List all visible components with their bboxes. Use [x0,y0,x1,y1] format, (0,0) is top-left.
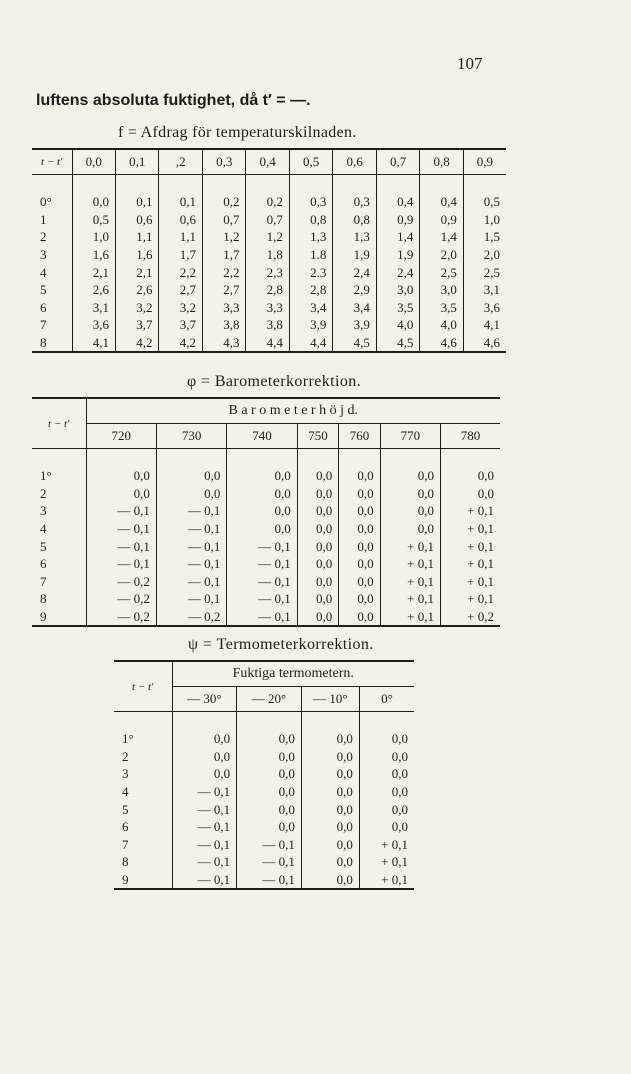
table-cell: 3,1 [72,299,115,317]
table-cell: 0,9 [376,211,419,229]
table-cell: 3,0 [376,281,419,299]
table-cell: + 0,1 [380,537,440,555]
table-row [32,573,500,591]
column-header: 0,0 [72,149,115,175]
row-label: 7 [32,316,72,334]
table-cell: 0,0 [301,783,359,801]
table-cell: 0,0 [380,467,440,485]
table-cell: 4,1 [483,317,500,333]
row-label: 1° [32,467,86,485]
table-cell: — 0,1 [172,853,237,871]
table-cell: 1.8 [289,246,332,264]
table-cell: 4,4 [289,334,332,353]
table-cell: 0,7 [202,211,245,229]
table-cell: 1,4 [376,228,419,246]
table-cell: 3,9 [333,316,376,334]
table-cell: — 0,1 [227,573,297,591]
table-cell: — 0,2 [86,573,156,591]
column-header: — 30° [172,687,237,712]
table-cell: 0,0 [339,555,380,573]
table-cell: — 0,1 [86,537,156,555]
row-label: 1 [32,211,72,229]
table-row [32,502,500,520]
table-cell: + 0,1 [467,538,494,554]
row-label: 0° [32,193,72,211]
table-cell: 4,0 [376,316,419,334]
table-barometer [32,397,500,627]
table-cell: 0,0 [297,520,338,538]
table-cell: 0,0 [156,467,226,485]
table-cell: 4,3 [202,334,245,353]
table-cell: + 0,1 [467,521,494,537]
table-cell: 0,0 [301,836,359,854]
table-cell: 0,1 [159,193,202,211]
table-cell: — 0,1 [237,853,302,871]
table-row [32,590,500,608]
table-cell: 3,2 [159,299,202,317]
table-cell: — 0,2 [156,608,226,627]
table-cell: 0,3 [289,193,332,211]
table-cell: 4,6 [483,335,500,351]
row-label: 4 [114,783,172,801]
table-cell: 0,0 [301,730,359,748]
table-cell: 2,5 [420,263,463,281]
row-label: 9 [114,871,172,890]
table-cell: 0,0 [72,193,115,211]
table-cell: 0,0 [172,748,237,766]
table-cell: 1,8 [246,246,289,264]
table-cell: 0,0 [391,819,408,835]
table-cell: 0,0 [237,818,302,836]
table-cell: 1,6 [72,246,115,264]
column-header: 0,7 [376,149,419,175]
table-cell: — 0,1 [172,818,237,836]
table-cell: — 0,1 [156,502,226,520]
column-header: 720 [86,424,156,449]
column-header: 0,4 [246,149,289,175]
table-cell: 0,0 [237,783,302,801]
table-cell: 0,0 [297,608,338,627]
table-cell: 0,0 [391,766,408,782]
table-row [32,485,500,503]
group-header: Fuktiga termometern. [172,661,414,687]
group-header: B a r o m e t e r h ö j d. [86,398,500,424]
table-cell: 0,0 [297,467,338,485]
table-cell: 0,0 [391,784,408,800]
table-cell: 2,7 [159,281,202,299]
table-cell: 4,5 [376,334,419,353]
table-cell: 0,0 [339,537,380,555]
table-cell: 1,6 [115,246,158,264]
table1-caption: f = Afdrag för temperaturskilnaden. [118,124,357,141]
table-cell: 2,8 [246,281,289,299]
table-cell: + 0,1 [467,573,494,589]
table-cell: + 0,1 [467,503,494,519]
table-cell: 0,0 [237,730,302,748]
table-row [32,193,506,211]
table-cell: + 0,1 [381,854,408,870]
table-cell: 0,0 [297,590,338,608]
table-row [32,555,500,573]
table-cell: 2,1 [115,263,158,281]
table-row [32,316,506,334]
table-row [114,730,414,748]
table-cell: 1,5 [483,229,500,245]
table-cell: 4,2 [115,334,158,353]
column-header: 0,9 [463,149,506,175]
row-label: 4 [32,520,86,538]
table-cell: — 0,1 [156,555,226,573]
table-cell: 1,3 [289,228,332,246]
table-row [32,246,506,264]
table-row [114,765,414,783]
table-cell: 1,1 [115,228,158,246]
column-header: 0,6 [333,149,376,175]
table-cell: 3,5 [376,299,419,317]
table-cell: 4,4 [246,334,289,353]
row-label: 2 [32,485,86,503]
column-header: 770 [380,424,440,449]
table-cell: 0,0 [301,853,359,871]
table-row [114,748,414,766]
table-cell: — 0,1 [156,573,226,591]
table-cell: — 0,1 [227,608,297,627]
table-cell: 1,9 [333,246,376,264]
table-cell: — 0,1 [86,555,156,573]
page-heading: luftens absoluta fuktighet, då t′ = —. [36,92,311,109]
table-cell: 1,9 [376,246,419,264]
row-label: 3 [32,246,72,264]
table-row [32,467,500,485]
table-cell: 3,1 [483,282,500,298]
table-cell: 0,0 [301,818,359,836]
table-cell: 1,4 [420,228,463,246]
table-termometer [114,660,414,890]
table-cell: — 0,1 [86,520,156,538]
table-cell: 1,2 [202,228,245,246]
table-cell: 4,0 [420,316,463,334]
table-cell: 1,1 [159,228,202,246]
table-cell: 0,0 [380,520,440,538]
column-header: 0,3 [202,149,245,175]
table-cell: 2,8 [289,281,332,299]
table-row [32,608,500,627]
table-cell: 1,0 [72,228,115,246]
column-header: ,2 [159,149,202,175]
table-cell: 0,0 [237,765,302,783]
table-cell: 1,7 [159,246,202,264]
row-label: 8 [32,334,72,353]
table-cell: 3,9 [289,316,332,334]
table-cell: 2,7 [202,281,245,299]
page-number: 107 [457,54,483,73]
table-cell: 0,9 [420,211,463,229]
table-row [114,783,414,801]
column-header: 730 [156,424,226,449]
table-row [32,211,506,229]
table-row [114,871,414,890]
table-row [32,228,506,246]
table-cell: 4,5 [333,334,376,353]
table-cell: 0,0 [339,608,380,627]
table-cell: 0,0 [339,590,380,608]
table-cell: 0,4 [420,193,463,211]
table-cell: — 0,2 [86,608,156,627]
table-row [32,281,506,299]
table-cell: 3,4 [289,299,332,317]
table-cell: 3,8 [202,316,245,334]
row-label: 5 [32,281,72,299]
table3-caption: ψ = Termometerkorrektion. [188,636,374,653]
table-cell: — 0,1 [237,871,302,890]
table-cell: 0,0 [301,871,359,890]
table-cell: 1,0 [483,211,500,227]
table-cell: 0,0 [339,520,380,538]
table-cell: 3,7 [159,316,202,334]
row-label: 3 [32,502,86,520]
table-cell: + 0,2 [467,609,494,625]
table-cell: 4,6 [420,334,463,353]
table-cell: 3,8 [246,316,289,334]
row-label: 6 [114,818,172,836]
table-afdrag [32,148,506,353]
table-cell: 3,7 [115,316,158,334]
row-label: 8 [114,853,172,871]
column-header: 0,8 [420,149,463,175]
table-cell: + 0,1 [380,590,440,608]
table-cell: 0,0 [297,537,338,555]
table-cell: 0,0 [297,485,338,503]
table-cell: + 0,1 [381,872,408,888]
table-cell: — 0,1 [227,590,297,608]
table-cell: 2,0 [483,247,500,263]
table-cell: — 0,1 [172,783,237,801]
table-cell: 0,0 [297,555,338,573]
table-cell: 3,2 [115,299,158,317]
table-cell: — 0,2 [86,590,156,608]
column-header: 0,5 [289,149,332,175]
table-cell: 0,0 [339,485,380,503]
table-cell: 3,3 [246,299,289,317]
table-cell: 0,0 [297,573,338,591]
row-label: 7 [114,836,172,854]
row-label: 8 [32,590,86,608]
table-cell: — 0,1 [156,520,226,538]
table-cell: 2,2 [159,263,202,281]
table-cell: 0,0 [227,467,297,485]
table-row [114,818,414,836]
table-cell: 0,0 [477,485,494,501]
table-cell: 1,3 [333,228,376,246]
table-cell: 0,0 [339,573,380,591]
table-cell: 0,0 [227,520,297,538]
table-cell: 0,8 [289,211,332,229]
row-label: 2 [114,748,172,766]
table-cell: — 0,1 [156,537,226,555]
table-cell: 0,0 [380,502,440,520]
table-cell: 2.3 [289,263,332,281]
table-cell: 0,0 [301,748,359,766]
table-cell: 2,9 [333,281,376,299]
table-cell: 0,1 [115,193,158,211]
column-header: 750 [297,424,338,449]
table-cell: 1,7 [202,246,245,264]
table-cell: 0,0 [339,467,380,485]
table-cell: 0,6 [115,211,158,229]
table-cell: + 0,1 [381,836,408,852]
corner-label: t − t′ [32,398,86,449]
table-cell: 0,0 [380,485,440,503]
table-cell: 2,4 [333,263,376,281]
table-cell: — 0,1 [86,502,156,520]
table-cell: 0,5 [483,194,500,210]
row-label: 6 [32,555,86,573]
table-cell: 0,2 [246,193,289,211]
table-cell: 0,0 [297,502,338,520]
table-cell: 0,3 [333,193,376,211]
table-cell: 0,8 [333,211,376,229]
table-cell: 2,2 [202,263,245,281]
table-cell: 0,0 [227,485,297,503]
table-cell: 0,0 [227,502,297,520]
table-cell: 0,0 [391,748,408,764]
table-cell: + 0,1 [380,555,440,573]
table-cell: 4,1 [72,334,115,353]
table-cell: 0,0 [477,468,494,484]
table2-caption: φ = Barometerkorrektion. [187,373,362,390]
row-label: 1° [114,730,172,748]
table-cell: 3,5 [420,299,463,317]
table-cell: 0,6 [159,211,202,229]
table-cell: — 0,1 [156,590,226,608]
table-cell: 0,0 [86,485,156,503]
table-row [32,334,506,353]
column-header: 0,1 [115,149,158,175]
table-row [32,537,500,555]
table-row [114,836,414,854]
table-cell: 1,2 [246,228,289,246]
row-label: 6 [32,299,72,317]
table-cell: 0,0 [301,765,359,783]
table-cell: 3,3 [202,299,245,317]
table-cell: 0,0 [301,800,359,818]
table-cell: — 0,1 [227,537,297,555]
row-label: 4 [32,263,72,281]
table-cell: 0,4 [376,193,419,211]
table-cell: 2,3 [246,263,289,281]
table-cell: 0,0 [237,748,302,766]
row-label: 2 [32,228,72,246]
table-cell: 2,4 [376,263,419,281]
table-cell: 0,0 [237,800,302,818]
table-cell: 4,2 [159,334,202,353]
table-cell: 0,0 [391,731,408,747]
column-header: 760 [339,424,380,449]
table-cell: 3,6 [483,299,500,315]
column-header: 780 [441,424,500,449]
table-cell: — 0,1 [172,836,237,854]
table-cell: — 0,1 [227,555,297,573]
table-cell: 0,0 [339,502,380,520]
row-label: 7 [32,573,86,591]
column-header: 740 [227,424,297,449]
table-cell: — 0,1 [172,800,237,818]
table-cell: — 0,1 [172,871,237,890]
row-label: 5 [114,800,172,818]
table-cell: 0,0 [391,801,408,817]
corner-label: t − t′ [32,149,72,175]
table-cell: 0,2 [202,193,245,211]
table-cell: 2,1 [72,263,115,281]
table-cell: 0,0 [172,730,237,748]
table-cell: 0,0 [86,467,156,485]
table-row [114,800,414,818]
table-cell: 2,6 [72,281,115,299]
row-label: 9 [32,608,86,627]
table-cell: 2,0 [420,246,463,264]
table-cell: 2,6 [115,281,158,299]
table-cell: + 0,1 [380,573,440,591]
table-cell: 3,6 [72,316,115,334]
table-row [32,299,506,317]
table-row [114,853,414,871]
table-cell: + 0,1 [467,591,494,607]
table-cell: + 0,1 [467,556,494,572]
column-header: — 20° [237,687,302,712]
table-row [32,520,500,538]
column-header: 0° [359,687,414,712]
column-header: — 10° [301,687,359,712]
table-cell: 2,5 [483,264,500,280]
table-cell: + 0,1 [380,608,440,627]
table-cell: 0,5 [72,211,115,229]
table-cell: 3,4 [333,299,376,317]
table-cell: 0,0 [172,765,237,783]
table-cell: 3,0 [420,281,463,299]
table-cell: 0,0 [156,485,226,503]
row-label: 3 [114,765,172,783]
corner-label: t − t′ [114,661,172,712]
table-cell: — 0,1 [237,836,302,854]
table-row [32,263,506,281]
row-label: 5 [32,537,86,555]
table-cell: 0,7 [246,211,289,229]
